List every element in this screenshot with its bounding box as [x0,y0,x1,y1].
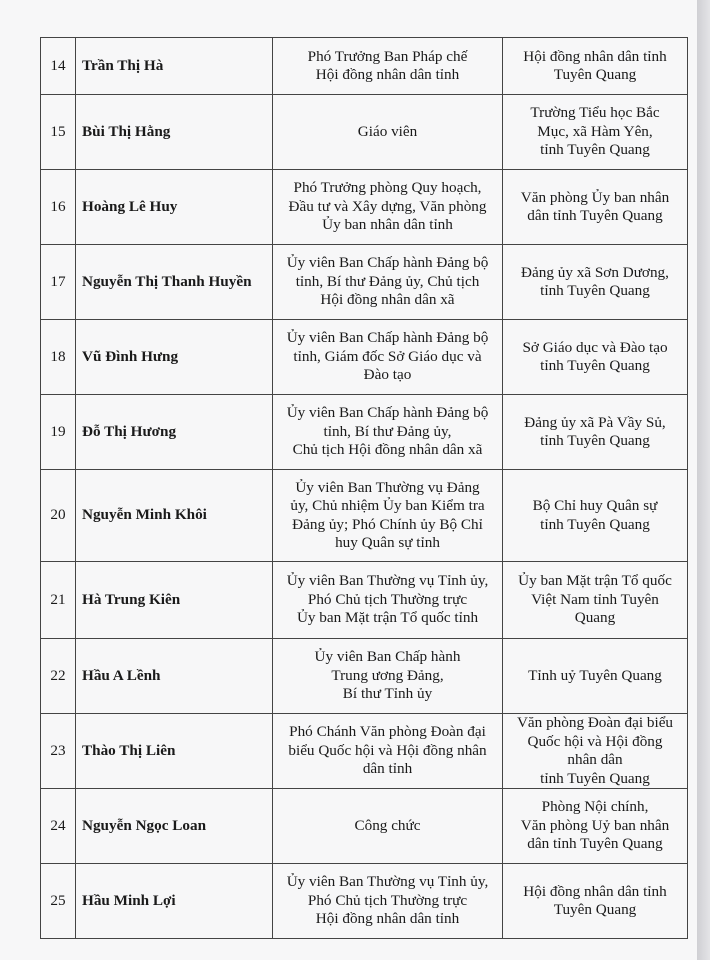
position-cell [273,639,503,714]
workplace-line: Tuyên Quang [553,901,637,918]
workplace-line: Ủy ban Mặt trận Tổ quốc [518,572,672,590]
workplace-line: Sở Giáo dục và Đào tạo [522,338,668,356]
workplace-line: tỉnh Tuyên Quang [540,769,650,787]
table-row [41,95,688,170]
table-row [41,714,688,789]
row-number: 18 [41,320,76,395]
workplace-line: tỉnh Tuyên Quang [540,141,650,159]
workplace-line: Tuyên Quang [553,66,637,83]
position-cell [273,562,503,639]
row-number: 17 [41,245,76,320]
workplace-line: nhân dân [567,751,623,768]
position-line: Đầu tư và Xây dựng, Văn phòng [288,197,487,215]
candidate-table-body [41,38,688,939]
row-number: 15 [41,95,76,170]
position-line: Công chức [354,816,421,834]
position-line: Giáo viên [357,122,418,140]
workplace-cell [503,562,688,639]
workplace-cell [503,639,688,714]
table-row [41,562,688,639]
row-number: 24 [41,789,76,864]
position-line: tỉnh, Giám đốc Sở Giáo dục và [293,347,482,365]
position-line: Chủ tịch Hội đồng nhân dân xã [292,441,483,459]
position-line: Ủy ban nhân dân tỉnh [322,216,453,234]
full-name: Vũ Đình Hưng [76,320,273,395]
position-cell [273,714,503,789]
table-row [41,395,688,470]
workplace-line: dân tỉnh Tuyên Quang [527,835,663,853]
page-edge-shadow [697,0,710,960]
full-name: Hoàng Lê Huy [76,170,273,245]
table-row [41,320,688,395]
position-line: tỉnh, Bí thư Đảng ủy, [323,422,452,440]
position-line: Phó Trưởng Ban Pháp chế [307,47,468,65]
workplace-line: Văn phòng Ủy ban nhân [520,188,670,206]
workplace-line: tỉnh Tuyên Quang [540,282,650,299]
workplace-line: Phòng Nội chính, [541,798,649,816]
position-line: Bí thư Tỉnh ủy [342,685,433,703]
position-line: Ủy viên Ban Chấp hành Đảng bộ [286,404,489,422]
position-cell [273,245,503,320]
position-line: Ủy viên Ban Chấp hành [314,648,461,666]
full-name: Nguyễn Minh Khôi [76,470,273,562]
position-line: dân tỉnh [362,760,413,778]
workplace-cell [503,395,688,470]
position-line: biểu Quốc hội và Hội đồng nhân [288,741,487,759]
workplace-line: Quang [574,609,616,627]
position-line: Hội đồng nhân dân xã [320,291,455,309]
workplace-cell [503,170,688,245]
position-line: Ủy viên Ban Thường vụ Đảng [295,478,480,496]
workplace-cell [503,714,688,789]
workplace-cell [503,320,688,395]
table-row [41,170,688,245]
table-row [41,470,688,562]
position-line: Ủy viên Ban Chấp hành Đảng bộ [286,254,489,272]
workplace-cell [503,95,688,170]
position-line: Trung ương Đảng, [331,666,444,684]
position-line: Hội đồng nhân dân tỉnh [315,910,460,928]
full-name: Nguyễn Thị Thanh Huyền [76,245,273,320]
table-row [41,864,688,939]
full-name: Hầu A Lềnh [76,639,273,714]
position-cell [273,395,503,470]
table-row [41,38,688,95]
candidate-table [40,37,688,939]
position-cell [273,789,503,864]
position-cell [273,170,503,245]
position-line: Ủy viên Ban Chấp hành Đảng bộ [286,329,489,347]
row-number: 20 [41,470,76,562]
position-cell [273,38,503,95]
full-name: Bùi Thị Hằng [76,95,273,170]
workplace-cell [503,864,688,939]
workplace-line: Bộ Chỉ huy Quân sự [532,497,658,514]
workplace-line: Mục, xã Hàm Yên, [537,122,653,140]
table-row [41,245,688,320]
workplace-line: Văn phòng Uỷ ban nhân [520,816,670,834]
workplace-line: Quốc hội và Hội đồng [527,732,663,750]
position-line: Phó Chủ tịch Thường trực [307,590,468,608]
workplace-line: Đảng ủy xã Sơn Dương, [521,263,669,281]
position-line: Ủy ban Mặt trận Tổ quốc tỉnh [296,609,479,627]
position-cell [273,320,503,395]
full-name: Trần Thị Hà [76,38,273,95]
workplace-line: Trường Tiểu học Bắc [530,104,660,122]
position-cell [273,95,503,170]
position-line: Ủy viên Ban Thường vụ Tỉnh ủy, [286,572,489,590]
workplace-line: tỉnh Tuyên Quang [540,432,650,449]
position-line: tỉnh, Bí thư Đảng ủy, Chủ tịch [295,272,480,290]
workplace-line: Việt Nam tỉnh Tuyên [531,590,659,608]
position-cell [273,470,503,562]
table-row [41,639,688,714]
position-line: Phó Chủ tịch Thường trực [307,891,468,909]
workplace-line: Văn phòng Đoàn đại biểu [516,714,674,731]
position-line: Đảng ủy; Phó Chính ủy Bộ Chỉ [292,515,483,533]
position-cell [273,864,503,939]
full-name: Nguyễn Ngọc Loan [76,789,273,864]
position-line: ủy, Chủ nhiệm Ủy ban Kiểm tra [290,497,485,514]
row-number: 25 [41,864,76,939]
workplace-line: Hội đồng nhân dân tỉnh [523,882,667,900]
workplace-line: tỉnh Tuyên Quang [540,357,650,374]
row-number: 14 [41,38,76,95]
row-number: 19 [41,395,76,470]
workplace-cell [503,245,688,320]
row-number: 21 [41,562,76,639]
workplace-line: tỉnh Tuyên Quang [540,515,650,533]
row-number: 16 [41,170,76,245]
full-name: Hầu Minh Lợi [76,864,273,939]
full-name: Đỗ Thị Hương [76,395,273,470]
position-line: Hội đồng nhân dân tỉnh [315,66,460,83]
workplace-line: Hội đồng nhân dân tỉnh [523,47,667,65]
workplace-line: Tỉnh uỷ Tuyên Quang [528,666,662,684]
position-line: Đào tạo [363,366,412,384]
row-number: 22 [41,639,76,714]
workplace-line: dân tỉnh Tuyên Quang [527,207,663,224]
workplace-line: Đảng ủy xã Pà Vầy Sủ, [524,413,666,431]
row-number: 23 [41,714,76,789]
workplace-cell [503,38,688,95]
full-name: Thào Thị Liên [76,714,273,789]
table-row [41,789,688,864]
position-line: Phó Chánh Văn phòng Đoàn đại [289,723,486,741]
position-line: Phó Trưởng phòng Quy hoạch, [293,179,482,197]
workplace-cell [503,789,688,864]
workplace-cell [503,470,688,562]
position-line: huy Quân sự tỉnh [335,534,440,551]
position-line: Ủy viên Ban Thường vụ Tỉnh ủy, [286,873,489,891]
full-name: Hà Trung Kiên [76,562,273,639]
